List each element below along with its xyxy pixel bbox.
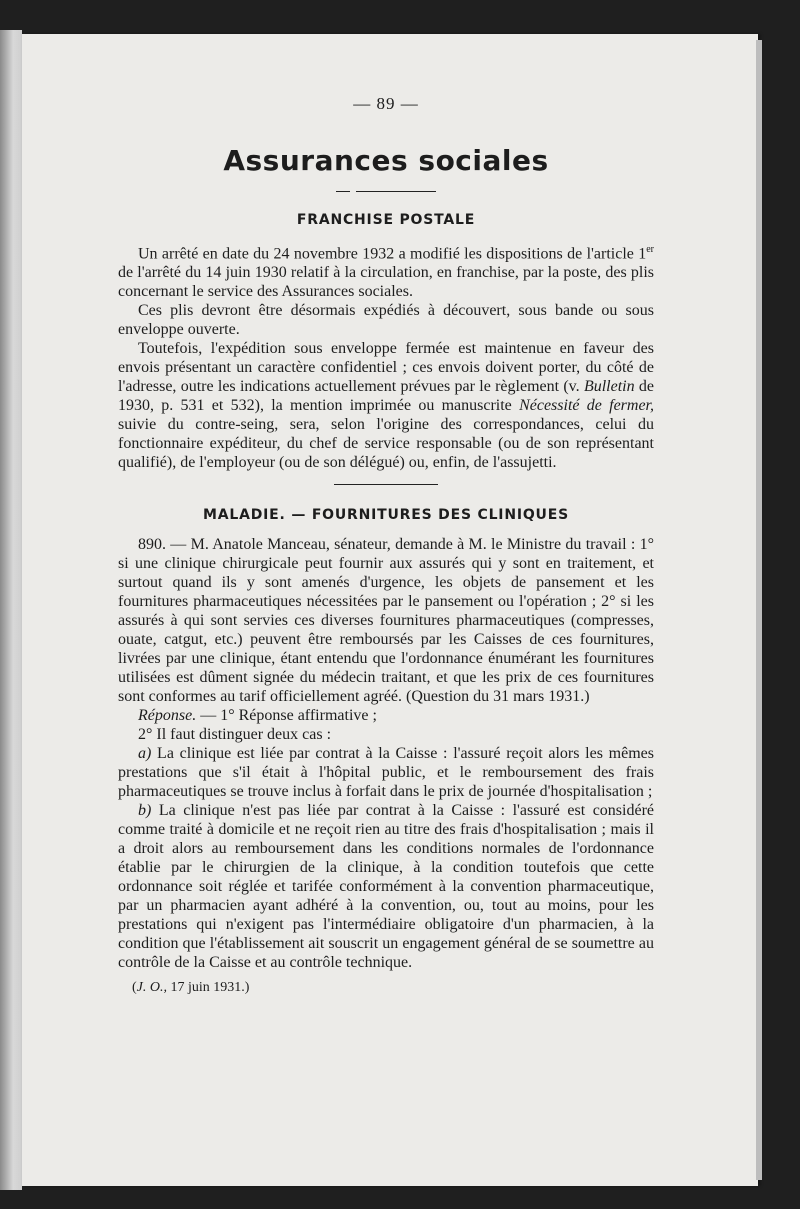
title-divider [118,191,654,192]
paragraph-case-b [118,801,654,972]
superscript: er [646,244,654,255]
paragraph-question: 890. — M. Anatole Manceau, sénateur, demande à M. le Ministre du travail : 1° si une clinique chirurgicale peut fournir aux assurés qui y sont en traitement, et surtout quand ils y sont amenés d'urgence, les objets de pansement et les fournitures pharmaceutiques nécessitées par le pansement ou l'opération ; 2° si les assurés à qui sont servies ces diverses fournitures pharmaceutiques (compresses, ouate, catgut, etc.) peuvent être remboursés par les Caisses de ces fournitures, livrées par une clinique, étant entendu que l'ordonnance énumérant les fournitures utilisées est dûment signée du médecin traitant, et que les prix de ces fournitures sont conformes au tarif officiellement agréé. (Question du 31 mars 1931.) [118,536,654,706]
adjacent-page-edge [0,30,22,1190]
paragraph-case-a [118,744,654,801]
section-divider [334,484,438,485]
source-date: 17 juin 1931.) [167,980,250,996]
case-label: b) [138,802,152,820]
source-citation [132,980,654,996]
paragraph-text: La clinique n'est pas liée par contrat à la Caisse : l'assuré est considéré comme traité à domicile et ne reçoit rien au titre des frais d'hospitalisation ; mais il a droit alors au remboursement dans les conditions normales de l'ordonnance établie par le chirurgien de la clinique, à la condition toutefois que cette ordonnance soit réglée et tarifée conformément à la convention pharmaceutique, par un pharmacien ayant adhéré à la convention, ou, tout au moins, pour les prestations qui n'exigent pas l'intermédiaire obligatoire d'un pharmacien, à la condition que l'établissement ait souscrit un engagement général de se soumettre au contrôle de la Caisse et au contrôle technique. [118,802,654,972]
page-content [118,94,654,996]
italic-text: Bulletin [583,378,635,396]
divider-dash [336,191,350,192]
section-heading-franchise: FRANCHISE POSTALE [296,212,476,228]
paragraph-arrete [118,240,654,301]
paragraph-text: suivie du contre-seing, sera, selon l'origine des correspondances, celui du fonctionnaire expéditeur, du chef de service responsable (ou de son représentant qualifié), de l'employeur (ou de son délégué) ou, enfin, de l'assujetti. [118,416,654,472]
page-edge-shadow [756,40,762,1180]
paragraph-text: de l'arrêté du 14 juin 1930 relatif à la circulation, en franchise, par la poste, des plis concernant le service des Assurances sociales. [118,264,654,301]
paren: ( [132,980,137,996]
paragraph-reponse [118,706,654,725]
paragraph-text: de 1930, p. 531 et 532), la mention imprimée ou manuscrite [118,378,655,415]
paragraph-text: — 1° Réponse affirmative ; [196,707,377,725]
case-label: a) [138,745,152,763]
page-title: Assurances sociales [223,144,549,177]
paragraph-plis: Ces plis devront être désormais expédiés à découvert, sous bande ou sous enveloppe ouverte. [118,302,654,339]
paragraph-toutefois [118,339,654,472]
source-journal: J. O., [136,980,167,996]
section-heading-maladie: MALADIE. — FOURNITURES DES CLINIQUES [203,507,569,524]
paragraph-text: La clinique est liée par contrat à la Caisse : l'assuré reçoit alors les mêmes prestations que s'il était à l'hôpital public, et le remboursement des frais pharmaceutiques se trouve inclus à forfait dans le prix de journée d'hospitalisation ; [118,745,654,801]
divider-line [356,191,436,192]
paragraph-text: Un arrêté en date du 24 novembre 1932 a modifié les dispositions de l'article 1 [138,245,647,263]
italic-text: Nécessité de fermer, [519,397,655,415]
paragraph-text: Toutefois, l'expédition sous enveloppe fermée est maintenue en faveur des envois présentant un caractère confidentiel ; ces envois doivent porter, du côté de l'adresse, outre les indications actuellement prévues par le règlement (v. [118,340,654,396]
reponse-label: Réponse. [138,707,197,725]
paragraph-point-2: 2° Il faut distinguer deux cas : [138,726,332,744]
page-number: — 89 — [353,94,419,113]
